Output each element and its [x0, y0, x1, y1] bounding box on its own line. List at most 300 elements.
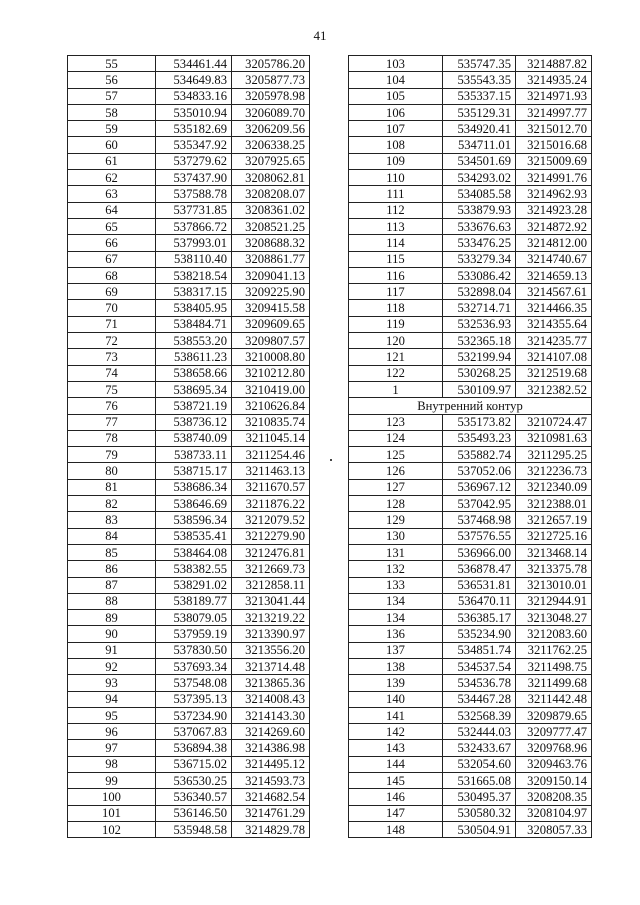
point-number: 121	[349, 349, 443, 365]
table-row	[68, 528, 310, 544]
coordinate-y: 3215016.68	[516, 137, 592, 153]
table-row	[68, 724, 310, 740]
coordinate-x: 535493.23	[443, 430, 516, 446]
point-number: 94	[68, 691, 156, 707]
table-row	[349, 789, 592, 805]
coordinate-x: 536385.17	[443, 610, 516, 626]
point-number: 147	[349, 805, 443, 821]
point-number: 130	[349, 528, 443, 544]
point-number: 144	[349, 756, 443, 772]
point-number: 91	[68, 642, 156, 658]
coordinate-y: 3205877.73	[232, 72, 310, 88]
point-number: 143	[349, 740, 443, 756]
coordinate-y: 3213865.36	[232, 675, 310, 691]
coordinate-y: 3207925.65	[232, 153, 310, 169]
coordinate-x: 538733.11	[156, 447, 232, 463]
coordinate-x: 538382.55	[156, 561, 232, 577]
table-row	[349, 414, 592, 430]
table-row	[349, 284, 592, 300]
coordinate-x: 535010.94	[156, 104, 232, 120]
coordinate-x: 530109.97	[443, 381, 516, 397]
table-row	[349, 805, 592, 821]
coordinate-x: 538740.09	[156, 430, 232, 446]
point-number: 63	[68, 186, 156, 202]
point-number: 55	[68, 56, 156, 72]
coordinate-y: 3211254.46	[232, 447, 310, 463]
table-row	[349, 496, 592, 512]
coordinate-x: 532536.93	[443, 316, 516, 332]
table-row	[68, 691, 310, 707]
table-row	[68, 447, 310, 463]
coordinate-y: 3214761.29	[232, 805, 310, 821]
table-row	[349, 251, 592, 267]
table-row	[349, 153, 592, 169]
coordinate-x: 535234.90	[443, 626, 516, 642]
table-row	[68, 267, 310, 283]
coordinate-y: 3214235.77	[516, 333, 592, 349]
table-row	[68, 805, 310, 821]
point-number: 61	[68, 153, 156, 169]
point-number: 142	[349, 724, 443, 740]
coordinate-x: 536878.47	[443, 561, 516, 577]
coordinate-y: 3209041.13	[232, 267, 310, 283]
table-row	[349, 72, 592, 88]
coordinate-y: 3210835.74	[232, 414, 310, 430]
coordinate-y: 3211499.68	[516, 675, 592, 691]
table-row	[349, 740, 592, 756]
coordinate-x: 536894.38	[156, 740, 232, 756]
coordinate-y: 3209150.14	[516, 773, 592, 789]
table-row	[68, 218, 310, 234]
point-number: 71	[68, 316, 156, 332]
table-row	[68, 414, 310, 430]
coordinate-x: 536967.12	[443, 479, 516, 495]
table-row	[68, 381, 310, 397]
point-number: 140	[349, 691, 443, 707]
point-number: 86	[68, 561, 156, 577]
point-number: 74	[68, 365, 156, 381]
coordinate-x: 537468.98	[443, 512, 516, 528]
table-row	[349, 479, 592, 495]
coordinate-y: 3214107.08	[516, 349, 592, 365]
point-number: 98	[68, 756, 156, 772]
point-number: 137	[349, 642, 443, 658]
point-number: 65	[68, 218, 156, 234]
point-number: 107	[349, 121, 443, 137]
coordinate-x: 535948.58	[156, 821, 232, 837]
coordinate-x: 533086.42	[443, 267, 516, 283]
table-row	[349, 724, 592, 740]
coordinate-y: 3212519.68	[516, 365, 592, 381]
coordinate-y: 3213048.27	[516, 610, 592, 626]
table-row	[349, 381, 592, 397]
point-number: 118	[349, 300, 443, 316]
coordinate-x: 534711.01	[443, 137, 516, 153]
point-number: 93	[68, 675, 156, 691]
coordinate-y: 3208688.32	[232, 235, 310, 251]
point-number: 73	[68, 349, 156, 365]
point-number: 56	[68, 72, 156, 88]
coordinate-x: 530495.37	[443, 789, 516, 805]
coordinate-y: 3211442.48	[516, 691, 592, 707]
coordinate-x: 538715.17	[156, 463, 232, 479]
coordinate-x: 538686.34	[156, 479, 232, 495]
point-number: 103	[349, 56, 443, 72]
point-number: 96	[68, 724, 156, 740]
point-number: 100	[68, 789, 156, 805]
coordinate-y: 3214495.12	[232, 756, 310, 772]
coordinate-y: 3206209.56	[232, 121, 310, 137]
point-number: 128	[349, 496, 443, 512]
point-number: 88	[68, 593, 156, 609]
point-number: 148	[349, 821, 443, 837]
coordinate-y: 3214997.77	[516, 104, 592, 120]
table-row	[68, 773, 310, 789]
coordinate-y: 3213468.14	[516, 544, 592, 560]
coordinate-y: 3211463.13	[232, 463, 310, 479]
coordinate-x: 532444.03	[443, 724, 516, 740]
point-number: 101	[68, 805, 156, 821]
coordinate-x: 534537.54	[443, 658, 516, 674]
point-number: 92	[68, 658, 156, 674]
point-number: 58	[68, 104, 156, 120]
point-number: 70	[68, 300, 156, 316]
coordinate-x: 534536.78	[443, 675, 516, 691]
coordinate-y: 3214269.60	[232, 724, 310, 740]
coordinate-y: 3212079.52	[232, 512, 310, 528]
table-row	[349, 675, 592, 691]
coordinate-x: 538464.08	[156, 544, 232, 560]
point-number: 67	[68, 251, 156, 267]
point-number: 59	[68, 121, 156, 137]
point-number: 141	[349, 707, 443, 723]
coordinate-x: 538317.15	[156, 284, 232, 300]
coordinate-y: 3214740.67	[516, 251, 592, 267]
table-row	[68, 202, 310, 218]
point-number: 62	[68, 170, 156, 186]
coordinate-y: 3208104.97	[516, 805, 592, 821]
coordinate-y: 3214872.92	[516, 218, 592, 234]
table-row	[68, 251, 310, 267]
coordinate-y: 3211762.25	[516, 642, 592, 658]
coordinate-y: 3214567.61	[516, 284, 592, 300]
coordinate-x: 536966.00	[443, 544, 516, 560]
table-row	[68, 316, 310, 332]
table-row	[68, 121, 310, 137]
coordinate-y: 3212382.52	[516, 381, 592, 397]
coordinate-x: 532433.67	[443, 740, 516, 756]
table-row	[68, 593, 310, 609]
coordinate-y: 3209609.65	[232, 316, 310, 332]
table-row	[349, 593, 592, 609]
coordinate-x: 538484.71	[156, 316, 232, 332]
table-row	[349, 626, 592, 642]
coordinate-x: 530504.91	[443, 821, 516, 837]
table-row	[349, 512, 592, 528]
point-number: 68	[68, 267, 156, 283]
coordinate-y: 3212388.01	[516, 496, 592, 512]
point-number: 132	[349, 561, 443, 577]
point-number: 64	[68, 202, 156, 218]
table-row	[349, 463, 592, 479]
coordinate-x: 538535.41	[156, 528, 232, 544]
coordinate-x: 537959.19	[156, 626, 232, 642]
coordinate-x: 538736.12	[156, 414, 232, 430]
coordinate-y: 3214386.98	[232, 740, 310, 756]
coordinate-x: 533279.34	[443, 251, 516, 267]
point-number: 136	[349, 626, 443, 642]
table-row	[68, 707, 310, 723]
coordinate-y: 3211295.25	[516, 447, 592, 463]
coordinates-table-left	[67, 55, 310, 838]
coordinate-x: 537830.50	[156, 642, 232, 658]
coordinate-x: 537693.34	[156, 658, 232, 674]
page-number: 41	[313, 28, 327, 43]
coordinate-y: 3212944.91	[516, 593, 592, 609]
coordinate-x: 533476.25	[443, 235, 516, 251]
coordinate-x: 537067.83	[156, 724, 232, 740]
coordinate-x: 536340.57	[156, 789, 232, 805]
coordinate-x: 535347.92	[156, 137, 232, 153]
coordinate-y: 3212657.19	[516, 512, 592, 528]
table-row	[68, 284, 310, 300]
point-number: 139	[349, 675, 443, 691]
coordinate-x: 537576.55	[443, 528, 516, 544]
coordinate-x: 530580.32	[443, 805, 516, 821]
table-row	[349, 528, 592, 544]
table-row	[349, 137, 592, 153]
coordinate-x: 538611.23	[156, 349, 232, 365]
coordinate-y: 3208057.33	[516, 821, 592, 837]
table-row	[349, 691, 592, 707]
coordinate-x: 537588.78	[156, 186, 232, 202]
table-row	[349, 88, 592, 104]
coordinate-x: 531665.08	[443, 773, 516, 789]
coordinate-y: 3209777.47	[516, 724, 592, 740]
point-number: 123	[349, 414, 443, 430]
point-number: 134	[349, 593, 443, 609]
coordinate-x: 538553.20	[156, 333, 232, 349]
coordinate-x: 532568.39	[443, 707, 516, 723]
point-number: 79	[68, 447, 156, 463]
coordinate-x: 534085.58	[443, 186, 516, 202]
point-number: 99	[68, 773, 156, 789]
coordinate-y: 3214923.28	[516, 202, 592, 218]
coordinate-x: 534501.69	[443, 153, 516, 169]
coordinate-x: 535543.35	[443, 72, 516, 88]
point-number: 117	[349, 284, 443, 300]
table-row	[349, 316, 592, 332]
point-number: 89	[68, 610, 156, 626]
coordinate-x: 535173.82	[443, 414, 516, 430]
coordinate-x: 538695.34	[156, 381, 232, 397]
coordinate-x: 538291.02	[156, 577, 232, 593]
coordinate-x: 533676.63	[443, 218, 516, 234]
table-row	[68, 577, 310, 593]
coordinate-x: 536146.50	[156, 805, 232, 821]
coordinate-y: 3212725.16	[516, 528, 592, 544]
table-row	[349, 267, 592, 283]
point-number: 80	[68, 463, 156, 479]
table-row	[349, 642, 592, 658]
point-number: 75	[68, 381, 156, 397]
coordinate-y: 3212279.90	[232, 528, 310, 544]
coordinate-x: 530268.25	[443, 365, 516, 381]
point-number: 76	[68, 398, 156, 414]
coordinate-y: 3209807.57	[232, 333, 310, 349]
coordinate-x: 535337.15	[443, 88, 516, 104]
coordinate-y: 3211670.57	[232, 479, 310, 495]
coordinate-x: 532365.18	[443, 333, 516, 349]
coordinate-x: 532898.04	[443, 284, 516, 300]
coordinate-y: 3214812.00	[516, 235, 592, 251]
coordinate-y: 3208208.07	[232, 186, 310, 202]
table-row	[349, 202, 592, 218]
table-row	[68, 561, 310, 577]
table-row	[349, 218, 592, 234]
table-row	[349, 170, 592, 186]
coordinate-y: 3212236.73	[516, 463, 592, 479]
table-row	[349, 186, 592, 202]
coordinate-y: 3205978.98	[232, 88, 310, 104]
point-number: 116	[349, 267, 443, 283]
point-number: 133	[349, 577, 443, 593]
point-number: 83	[68, 512, 156, 528]
point-number: 112	[349, 202, 443, 218]
point-number: 111	[349, 186, 443, 202]
point-number: 85	[68, 544, 156, 560]
point-number: 114	[349, 235, 443, 251]
coordinate-y: 3213041.44	[232, 593, 310, 609]
point-number: 69	[68, 284, 156, 300]
point-number: 119	[349, 316, 443, 332]
point-number: 146	[349, 789, 443, 805]
table-row	[68, 479, 310, 495]
table-row	[349, 349, 592, 365]
coordinate-x: 535182.69	[156, 121, 232, 137]
coordinate-y: 3206089.70	[232, 104, 310, 120]
coordinate-y: 3214971.93	[516, 88, 592, 104]
table-row	[68, 544, 310, 560]
table-row	[68, 756, 310, 772]
table-row	[349, 365, 592, 381]
coordinate-x: 532054.60	[443, 756, 516, 772]
coordinate-x: 538189.77	[156, 593, 232, 609]
table-row	[68, 398, 310, 414]
table-row	[349, 610, 592, 626]
coordinate-y: 3214935.24	[516, 72, 592, 88]
coordinate-x: 538721.19	[156, 398, 232, 414]
coordinate-x: 534293.02	[443, 170, 516, 186]
point-number: 87	[68, 577, 156, 593]
point-number: 113	[349, 218, 443, 234]
table-row	[349, 300, 592, 316]
coordinate-y: 3214659.13	[516, 267, 592, 283]
point-number: 84	[68, 528, 156, 544]
table-row	[68, 365, 310, 381]
table-row	[68, 300, 310, 316]
coordinate-y: 3210981.63	[516, 430, 592, 446]
coordinate-x: 535129.31	[443, 104, 516, 120]
coordinate-x: 536531.81	[443, 577, 516, 593]
coordinate-y: 3213556.20	[232, 642, 310, 658]
coordinate-y: 3208062.81	[232, 170, 310, 186]
point-number: 108	[349, 137, 443, 153]
coordinate-x: 534649.83	[156, 72, 232, 88]
table-row	[349, 333, 592, 349]
table-row	[349, 447, 592, 463]
coordinate-y: 3214829.78	[232, 821, 310, 837]
point-number: 124	[349, 430, 443, 446]
coordinate-y: 3214466.35	[516, 300, 592, 316]
point-number: 106	[349, 104, 443, 120]
coordinate-x: 534833.16	[156, 88, 232, 104]
table-row	[349, 756, 592, 772]
table-row	[68, 675, 310, 691]
table-row	[349, 544, 592, 560]
coordinate-x: 536530.25	[156, 773, 232, 789]
table-row	[68, 463, 310, 479]
coordinate-x: 538110.40	[156, 251, 232, 267]
table-row	[349, 773, 592, 789]
coordinate-y: 3205786.20	[232, 56, 310, 72]
coordinate-y: 3212476.81	[232, 544, 310, 560]
point-number: 115	[349, 251, 443, 267]
coordinate-y: 3211045.14	[232, 430, 310, 446]
table-row	[68, 72, 310, 88]
coordinate-y: 3214682.54	[232, 789, 310, 805]
table-row	[68, 235, 310, 251]
coordinate-x: 534851.74	[443, 642, 516, 658]
coordinate-x: 537548.08	[156, 675, 232, 691]
coordinate-x: 537731.85	[156, 202, 232, 218]
coordinate-y: 3210419.00	[232, 381, 310, 397]
coordinate-y: 3212858.11	[232, 577, 310, 593]
coordinate-y: 3215009.69	[516, 153, 592, 169]
table-row	[68, 430, 310, 446]
point-number: 120	[349, 333, 443, 349]
point-number: 138	[349, 658, 443, 674]
coordinate-y: 3214887.82	[516, 56, 592, 72]
coordinate-x: 537234.90	[156, 707, 232, 723]
coordinate-x: 536470.11	[443, 593, 516, 609]
table-row	[349, 121, 592, 137]
coordinate-x: 535747.35	[443, 56, 516, 72]
coordinate-y: 3214593.73	[232, 773, 310, 789]
point-number: 102	[68, 821, 156, 837]
coordinate-y: 3213375.78	[516, 561, 592, 577]
coordinate-y: 3211498.75	[516, 658, 592, 674]
point-number: 129	[349, 512, 443, 528]
table-row	[349, 430, 592, 446]
coordinate-x: 534461.44	[156, 56, 232, 72]
coordinate-x: 537042.95	[443, 496, 516, 512]
coordinate-x: 536715.02	[156, 756, 232, 772]
coordinate-y: 3210212.80	[232, 365, 310, 381]
coordinate-y: 3214962.93	[516, 186, 592, 202]
point-number: 105	[349, 88, 443, 104]
coordinate-y: 3208521.25	[232, 218, 310, 234]
point-number: 122	[349, 365, 443, 381]
table-row	[349, 56, 592, 72]
point-number: 95	[68, 707, 156, 723]
coordinate-y: 3209768.96	[516, 740, 592, 756]
coordinate-y: 3213390.97	[232, 626, 310, 642]
coordinate-y: 3209463.76	[516, 756, 592, 772]
table-row	[349, 561, 592, 577]
coordinate-y: 3214355.64	[516, 316, 592, 332]
coordinate-x: 533879.93	[443, 202, 516, 218]
